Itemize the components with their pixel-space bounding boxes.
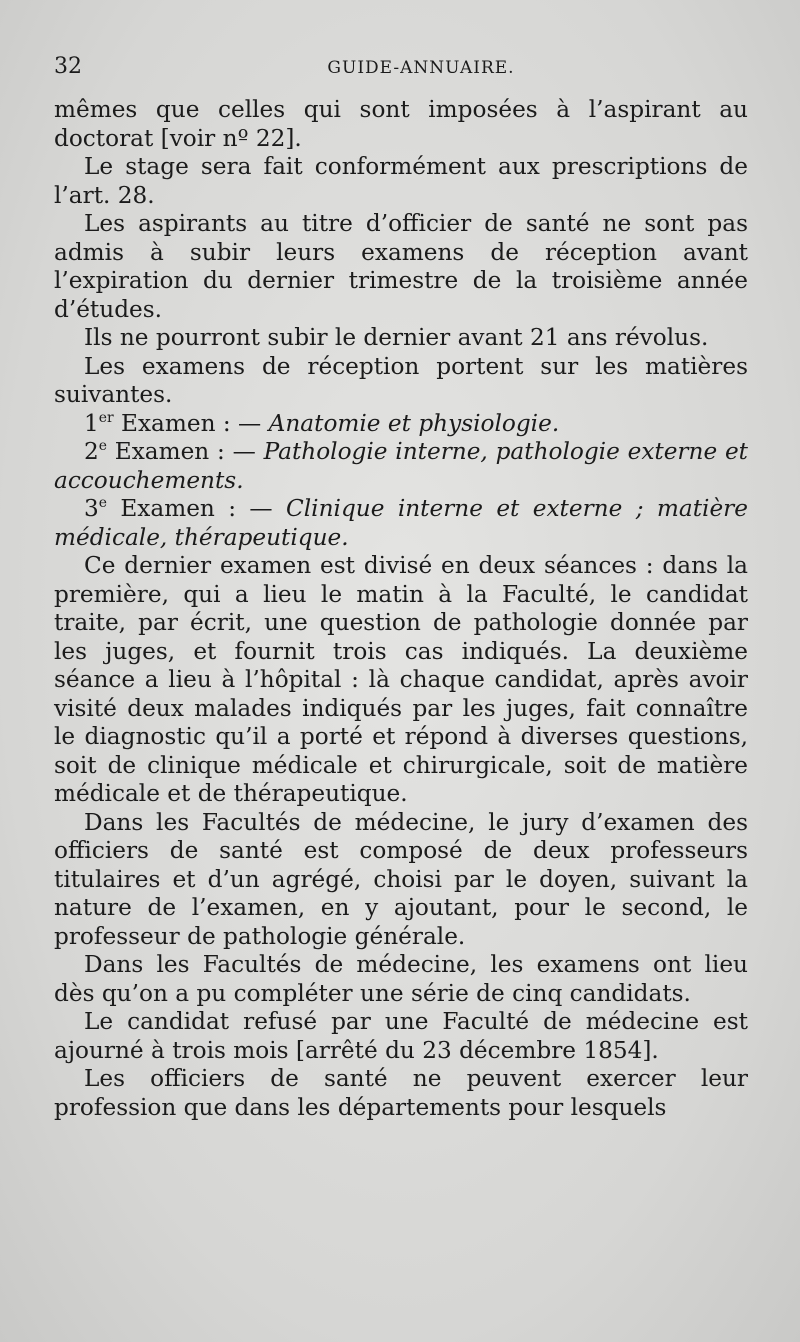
paragraph: Les aspirants au titre d’officier de santé ne sont pas admis à subir leurs examens de réception avant l’expiration du dernier trimestre de la troisième année d’études.	[54, 210, 748, 323]
exam-ordinal: er	[98, 409, 114, 426]
exam-ordinal: e	[98, 437, 107, 454]
exam-item-1	[54, 410, 748, 439]
paragraph: Ce dernier examen est divisé en deux séances : dans la première, qui a lieu le matin à la Faculté, le candidat traite, par écrit, une question de pathologie donnée par les juges, et fournit trois cas indiqués. La deuxième séance a lieu à l’hôpital : là chaque candidat, après avoir visité deux malades indiqués par les juges, fait connaître le diagnostic qu’il a porté et répond à diverses questions, soit de clinique médicale et chirurgicale, soit de matière médicale et de thérapeutique.	[54, 552, 748, 807]
exam-item-2	[54, 438, 748, 495]
exam-item-3	[54, 495, 748, 552]
paragraph: Les officiers de santé ne peuvent exercer leur profession que dans les départements pour lesquels	[54, 1065, 748, 1121]
exam-number: 2	[84, 438, 99, 465]
running-title: GUIDE-ANNUAIRE.	[327, 58, 515, 78]
exam-label: Examen : —	[107, 495, 287, 522]
paragraph: Dans les Facultés de médecine, le jury d’examen des officiers de santé est composé de deux professeurs titulaires et d’un agrégé, choisi par le doyen, suivant la nature de l’examen, en y ajoutant, pour le second, le professeur de pathologie générale.	[54, 808, 748, 950]
paragraph: Ils ne pourront subir le dernier avant 21 ans révolus.	[84, 324, 709, 351]
exam-ordinal: e	[98, 494, 107, 511]
exam-subject: Clinique interne et externe ; matière médicale, thérapeutique.	[54, 495, 748, 551]
exam-number: 3	[84, 495, 99, 522]
paragraph: Le stage sera fait conformément aux prescriptions de l’art. 28.	[54, 153, 748, 209]
exam-label: Examen : —	[113, 409, 269, 437]
exam-label: Examen : —	[107, 438, 264, 465]
paragraph: Dans les Facultés de médecine, les examens ont lieu dès qu’on a pu compléter une série de cinq candidats.	[54, 951, 748, 1007]
page-body	[54, 96, 748, 1122]
exam-subject: Anatomie et physiologie.	[268, 409, 560, 437]
paragraph: mêmes que celles qui sont imposées à l’aspirant au doctorat [voir nº 22].	[54, 96, 748, 152]
exam-subject: Pathologie interne, pathologie externe et accouchements.	[54, 438, 748, 494]
page-header	[54, 48, 748, 88]
page-number: 32	[54, 54, 82, 79]
paragraph: Le candidat refusé par une Faculté de médecine est ajourné à trois mois [arrêté du 23 décembre 1854].	[54, 1008, 748, 1064]
paragraph: Les examens de réception portent sur les matières suivantes.	[54, 352, 748, 408]
exam-number: 1	[84, 409, 99, 437]
